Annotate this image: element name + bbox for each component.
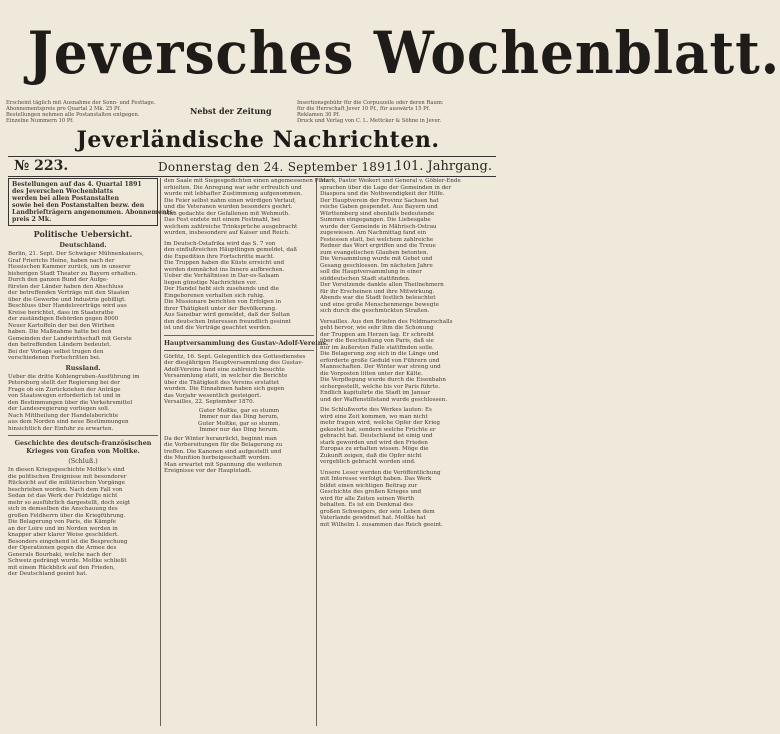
text-line: knapper aber klarer Weise geschildert. bbox=[8, 532, 119, 538]
text-line: Guter Moltke, gar so stumm bbox=[198, 407, 280, 414]
subscription-box bbox=[8, 178, 176, 226]
article-text bbox=[164, 354, 314, 406]
text-line: Schweiz gedrängt wurde. Moltke schließt bbox=[8, 558, 127, 564]
text-line: großen Schweigers, der sein Leben dem bbox=[320, 508, 435, 515]
subscription-info bbox=[6, 100, 166, 124]
text-line: der betreffenden Verträge mit den Staaten bbox=[8, 290, 130, 296]
text-line: der Deutschland geeint hat. bbox=[8, 571, 88, 577]
text-line: Besonders eingehend ist die Besprechung bbox=[8, 538, 128, 545]
text-line: mit Wilhelm I. zusammen das Reich geeint. bbox=[320, 521, 443, 528]
text-line: die Vorposten litten unter der Kälte. bbox=[320, 370, 423, 377]
text-line: sich in demselben die Anschauung des bbox=[8, 506, 118, 512]
text-line: die Vorbereitungen für die Belagerung zu bbox=[164, 442, 283, 448]
text-line: die politischen Ereignisse mit besonderer bbox=[8, 473, 127, 480]
text-line: wird für alle Zeiten seinen Werth bbox=[320, 495, 415, 502]
text-line: ist und die Verträge geachtet werden. bbox=[164, 325, 272, 331]
text-line: für ihr Erscheinen und ihre Mitwirkung. bbox=[320, 288, 435, 295]
subsection-title: Deutschland. bbox=[59, 241, 107, 249]
column-2 bbox=[164, 178, 329, 475]
section-title: Hauptversammlung des Gustav-Adolf-Vereins. bbox=[164, 338, 329, 347]
text-line: Europas zu erhalten wissen. Möge die bbox=[320, 446, 429, 452]
text-line: Görlitz, 16. Sept. Gelegentlich des Gottesdienstes bbox=[164, 353, 306, 360]
text-line: Ueber die Verhältnisse in Dar-es-Salaam bbox=[164, 273, 280, 279]
text-line: mehr so ausführlich dargestellt, doch zeigt bbox=[8, 499, 131, 506]
text-line: Die Belagerung von Paris, die Kämpfe bbox=[8, 519, 116, 525]
text-line: Kreise berichtet, dass im Staatsrathe bbox=[8, 309, 114, 316]
text-line: großen Feldherrn über die Kriegführung. bbox=[8, 512, 126, 519]
text-line: aus dem Norden sind neue Bestimmungen bbox=[8, 419, 129, 425]
text-line: Petersburg stellt der Regierung bei der bbox=[8, 380, 120, 386]
text-line: wurden. Die Einnahmen haben sich gegen bbox=[164, 386, 285, 392]
text-line: der zuständigen Behörden gegen 8000 bbox=[8, 316, 119, 322]
text-line: über die Beschießung von Paris, daß sie bbox=[320, 338, 434, 344]
article-text bbox=[320, 319, 496, 404]
text-line: wird eine Zeit kommen, wo man nicht bbox=[320, 413, 428, 420]
text-line: süddeutschen Stadt stattfinden. bbox=[320, 275, 411, 282]
text-line: der Truppen am Herzen lag. Er schreibt bbox=[320, 331, 435, 338]
text-line: und die Veteranen wurden besonders geehrt. bbox=[164, 204, 293, 210]
advert-info-line: Druck und Verlag von C. L. Mettcker & Söhne in Jever. bbox=[297, 118, 442, 124]
subsection-title: Russland. bbox=[65, 363, 101, 372]
text-line: Generals Bourbaki, welche nach der bbox=[8, 551, 112, 558]
text-line: sowie bei den Postanstalten bezw. den bbox=[12, 202, 145, 209]
text-line: wurde der Gemeinde in Mährisch-Ostrau bbox=[320, 223, 437, 230]
text-line: bisherigen Stadt Theater zu Bayern erhalten. bbox=[8, 270, 137, 277]
article-text bbox=[164, 436, 314, 475]
text-line: den einflußreichen Häuptlingen gemeldet, daß bbox=[164, 247, 297, 253]
text-line: Der Handel hebt sich zusehends und die bbox=[164, 286, 279, 292]
text-line: der Operationen gegen die Armee des bbox=[8, 545, 117, 551]
text-line: von Staatswegen erforderlich ist und in bbox=[8, 393, 121, 399]
text-line: Aus Sansibar wird gemeldet, daß der Sultan bbox=[164, 312, 290, 318]
text-line: verschiedenen Fortschritten bei. bbox=[8, 355, 101, 361]
text-line: Diaspora und die Nothwendigkeit der Hilfe. bbox=[320, 191, 445, 197]
advert-info-line: Insertionsgebühr für die Corpuszeile oder deren Raum: bbox=[297, 100, 444, 106]
text-line: über die Thätigkeit des Vereins erstattet bbox=[164, 379, 280, 386]
text-line: Die Truppen haben die Küste erreicht und bbox=[164, 260, 285, 266]
text-line: nur im äußersten Falle stattfinden solle. bbox=[320, 344, 434, 351]
divider bbox=[8, 176, 496, 177]
text-line: fürsten der Länder haben den Abschluss bbox=[8, 283, 124, 290]
text-line: Versailles, 22. September 1870. bbox=[164, 399, 255, 405]
text-line: haben. Die Maßnahme hatte bei den bbox=[8, 329, 112, 335]
text-line: Mark, Pastor Weikert und General v. Göbler-Ende bbox=[320, 178, 461, 184]
issue-bar bbox=[8, 158, 496, 176]
text-line: reiche Gaben gespendet. Aus Bayern und bbox=[320, 204, 438, 210]
text-line: bildet einen wichtigen Beitrag zur bbox=[320, 482, 418, 489]
text-line: Vaterlande gewidmet hat. Moltke hat bbox=[320, 515, 426, 521]
text-line: des Jeverschen Wochenblatts bbox=[12, 188, 114, 195]
text-line: mehr fragen wird, welche Opfer der Krieg bbox=[320, 420, 440, 426]
text-line: Mannschaften. Der Winter war streng und bbox=[320, 364, 441, 370]
text-line: Die Versammlung wurde mit Gebet und bbox=[320, 256, 433, 262]
text-line: Der Hauptverein der Provinz Sachsen hat bbox=[320, 197, 439, 204]
text-line: hinsichtlich der Einfuhr zu erwarten. bbox=[8, 425, 114, 432]
text-line: den Bestimmungen über die Verkehrsmittel bbox=[8, 399, 133, 406]
text-line: sichergestellt, welche bis vor Paris führte. bbox=[320, 383, 441, 390]
advert-info-line: für die Herrschaft Jever 10 Pf., für auswärts 15 Pf. bbox=[297, 106, 431, 112]
section-title: Politische Uebersicht. bbox=[33, 229, 133, 239]
text-line: Ueber die dritte Kohlengruben-Ausführung im bbox=[8, 373, 140, 380]
text-line: Immer nur das Ding herum. bbox=[199, 427, 279, 433]
text-line: Man gedachte der Gefallenen mit Wehmuth. bbox=[164, 210, 290, 217]
text-line: Gemeinden der Landwirthschaft mit Gerste bbox=[8, 335, 132, 342]
text-line: liegen günstige Nachrichten vor. bbox=[164, 279, 257, 286]
text-line: und der Waffenstillstand wurde geschlossen. bbox=[320, 396, 448, 403]
supplement-note: Nebst der Zeitung bbox=[190, 106, 272, 116]
text-line: gekostet hat, sondern welche Früchte er bbox=[320, 426, 436, 433]
text-line: Gesang geschlossen. Im nächsten Jahre bbox=[320, 262, 433, 269]
text-line: Immer nur das Ding herum, bbox=[199, 414, 279, 420]
text-line: Landbriefträgern angenommen. Abonnements- bbox=[12, 209, 176, 216]
text-line: werden demnächst ins Innere aufbrechen. bbox=[164, 266, 285, 273]
text-line: Eingeborenen verhalten sich ruhig. bbox=[164, 292, 265, 299]
text-line: sprachen über die Lage der Gemeinden in der bbox=[320, 184, 452, 191]
text-line: beschrieben worden. Nach dem Fall von bbox=[8, 486, 123, 493]
text-line: die Expedition ihre Fortschritte macht. bbox=[164, 253, 275, 260]
text-line: soll die Hauptversammlung in einer bbox=[320, 269, 422, 275]
text-line: In diesen Kriegsgeschichte Moltke's sind bbox=[8, 467, 125, 473]
subscription-info-line: Abonnementspreis pro Quartal 2 Mk. 25 Pf. bbox=[6, 106, 121, 112]
article-text bbox=[164, 241, 314, 332]
text-line: Da der Winter heranrückt, beginnt man bbox=[164, 435, 277, 442]
column-divider bbox=[316, 178, 317, 726]
text-line: Die Missionare berichten von Erfolgen in bbox=[164, 299, 282, 305]
column-1 bbox=[8, 178, 176, 578]
text-line: Die Feier selbst nahm einen würdigen Verlauf, bbox=[164, 197, 296, 204]
text-line: der Landesregierung vorliegen soll. bbox=[8, 406, 110, 412]
text-line: Die Belagerung zog sich in die Länge und bbox=[320, 351, 439, 357]
text-line: Adolf-Vereins fand eine zahlreich besuchte bbox=[164, 366, 285, 373]
article-text bbox=[320, 407, 496, 466]
issue-year: 101. Jahrgang. bbox=[394, 159, 492, 174]
text-line: Festessen statt, bei welchem zahlreiche bbox=[320, 236, 434, 243]
poem bbox=[164, 408, 314, 434]
text-line: die Munition herbeigeschafft worden. bbox=[164, 455, 272, 461]
text-line: Neuer Kartoffeln der bei den Wirthen bbox=[8, 322, 115, 329]
text-line: Versammlung statt, in welcher die Berichte bbox=[164, 373, 288, 379]
text-line: mit einem Rückblick auf den Frieden, bbox=[8, 564, 115, 571]
divider bbox=[8, 156, 496, 157]
text-line: stark geworden und wird den Frieden bbox=[320, 439, 428, 446]
text-line: wurden, insbesondere auf Kaiser und Reich. bbox=[164, 230, 290, 236]
continuation-note: (Schluß.) bbox=[68, 457, 98, 465]
divider bbox=[164, 335, 314, 336]
section-title: Geschichte des deutsch-französischen Krieges von Grafen von Moltke. bbox=[14, 439, 152, 455]
text-line: über die Gewerbe und Industrie gebilligt. bbox=[8, 296, 127, 303]
article-text bbox=[8, 467, 158, 578]
text-line: treffen. Die Kanonen sind aufgestellt und bbox=[164, 448, 282, 455]
text-line: Unsere Leser werden die Veröffentlichung bbox=[320, 469, 441, 476]
text-line: Im Deutsch-Ostafrika wird das S. 7 von bbox=[164, 240, 276, 247]
text-line: Geschichte des großen Krieges und bbox=[320, 489, 422, 495]
text-line: an der Loire und im Norden werden in bbox=[8, 525, 118, 532]
column-divider bbox=[160, 178, 161, 726]
text-line: zugewiesen. Am Nachmittag fand ein bbox=[320, 230, 427, 236]
article-text bbox=[320, 470, 496, 529]
text-line: ihrer Thätigkeit unter der Bevölkerung. bbox=[164, 305, 277, 312]
text-line: Durch den ganzen Bund der Aufge- bbox=[8, 277, 109, 283]
divider bbox=[8, 435, 158, 436]
masthead-title: Jeversches Wochenblatt. bbox=[27, 19, 780, 87]
text-line: Guter Moltke, gar so stumm, bbox=[198, 420, 280, 427]
text-line: wurde mit lebhafter Zustimmung aufgenommen. bbox=[164, 191, 303, 197]
text-line: den deutschen Interessen freundlich gesinnt bbox=[164, 318, 292, 325]
text-line: vergeblich gebracht worden sind. bbox=[320, 459, 416, 465]
text-line: Der Vorsitzende dankte allen Theilnehmern bbox=[320, 282, 444, 288]
text-line: Beschluss über Handelsverträge wird aus bbox=[8, 303, 127, 309]
text-line: und eine große Menschenmenge bewegte bbox=[320, 301, 439, 308]
subscription-info-line: Erscheint täglich mit Ausnahme der Sonn- und Festtage. bbox=[6, 100, 156, 106]
text-line: Redner das Wort ergriffen und die Treue bbox=[320, 243, 436, 249]
text-line: Bestellungen auf das 4. Quartal 1891 bbox=[12, 181, 142, 188]
text-line: Württemberg sind ebenfalls bedeutende bbox=[320, 210, 435, 217]
text-line: preis 2 Mk. bbox=[12, 216, 52, 223]
text-line: Berlin, 21. Sept. Der Schwäger Mühnenkaisers, bbox=[8, 251, 144, 257]
text-line: Zukunft zeigen, daß die Opfer nicht bbox=[320, 452, 422, 459]
subscription-info-line: Bestellungen nehmen alle Postanstalten entgegen. bbox=[6, 112, 140, 118]
text-line: werden bei allen Postanstalten bbox=[12, 195, 119, 202]
text-line: erhielten. Die Anregung war sehr erfreulich und bbox=[164, 184, 302, 191]
text-line: Die Verpflegung wurde durch die Eisenbahn bbox=[320, 377, 446, 383]
text-line: sich durch die geschmückten Straßen. bbox=[320, 308, 430, 314]
text-line: zum evangelischen Glauben betonten. bbox=[320, 249, 429, 256]
text-line: Summen eingegangen. Die Liebesgabe bbox=[320, 217, 431, 223]
text-line: behalten. Es ist ein Denkmal des bbox=[320, 502, 413, 508]
text-line: welchem zahlreiche Trinksprüche ausgebracht bbox=[164, 223, 298, 230]
text-line: Bei der Vorlage selbst trugen den bbox=[8, 348, 104, 355]
advert-info bbox=[297, 100, 497, 124]
issue-number: № 223. bbox=[14, 158, 69, 174]
text-line: Frage ob ein Zurückziehen der Anträge bbox=[8, 386, 121, 393]
text-line: Rücksicht auf die militärischen Vorgänge bbox=[8, 480, 125, 486]
text-line: Endlich kapitulirte die Stadt im Januar bbox=[320, 390, 431, 396]
text-line: den Saale mit Siegesgedichten einen angemessenen Platz bbox=[164, 178, 329, 184]
article-text bbox=[320, 178, 496, 315]
text-line: gebracht hat. Deutschland ist einig und bbox=[320, 433, 433, 439]
text-line: Sedan ist das Werk der Feldzüge nicht bbox=[8, 493, 118, 499]
advert-info-line: Reklamen 30 Pf. bbox=[297, 112, 340, 118]
issue-date: Donnerstag den 24. September 1891. bbox=[158, 160, 398, 174]
text-line: Graf Frierichs Heine, haben nach der bbox=[8, 257, 115, 264]
text-line: Nach Mittheilung der Handelsberichte bbox=[8, 412, 119, 419]
text-line: Abends war die Stadt festlich beleuchtet bbox=[320, 295, 436, 301]
text-line: Versailles. Aus den Briefen des Feldmarschalls bbox=[320, 318, 453, 325]
column-3 bbox=[320, 178, 496, 528]
article-text bbox=[8, 251, 158, 362]
subscription-info-line: Einzelne Nummern 10 Pf. bbox=[6, 118, 74, 124]
text-line: das Vorjahr wesentlich gesteigert. bbox=[164, 392, 262, 399]
text-line: Ereignisse vor der Hauptstadt. bbox=[164, 468, 252, 474]
text-line: der diesjährigen Hauptversammlung des Gustav- bbox=[164, 360, 304, 366]
masthead-subtitle: Jeverländische Nachrichten. bbox=[76, 127, 440, 153]
article-text bbox=[8, 374, 158, 433]
text-line: erforderte große Geduld von Führern und bbox=[320, 357, 440, 364]
text-line: den betreffenden Ländern bedeutet. bbox=[8, 342, 112, 348]
text-line: geht hervor, wie sehr ihm die Schonung bbox=[320, 325, 434, 331]
text-line: Das Fest endete mit einem Festmahl, bei bbox=[164, 217, 280, 223]
text-line: Hessischen Kammer zurück, um in unserer bbox=[8, 264, 131, 270]
article-text bbox=[164, 178, 329, 237]
text-line: mit Interesse verfolgt haben. Das Werk bbox=[320, 476, 432, 482]
divider bbox=[164, 350, 314, 351]
text-line: Man erwartet mit Spannung die weiteren bbox=[164, 461, 282, 468]
text-line: Die Schlußworte des Werkes lauten: Es bbox=[320, 407, 432, 413]
